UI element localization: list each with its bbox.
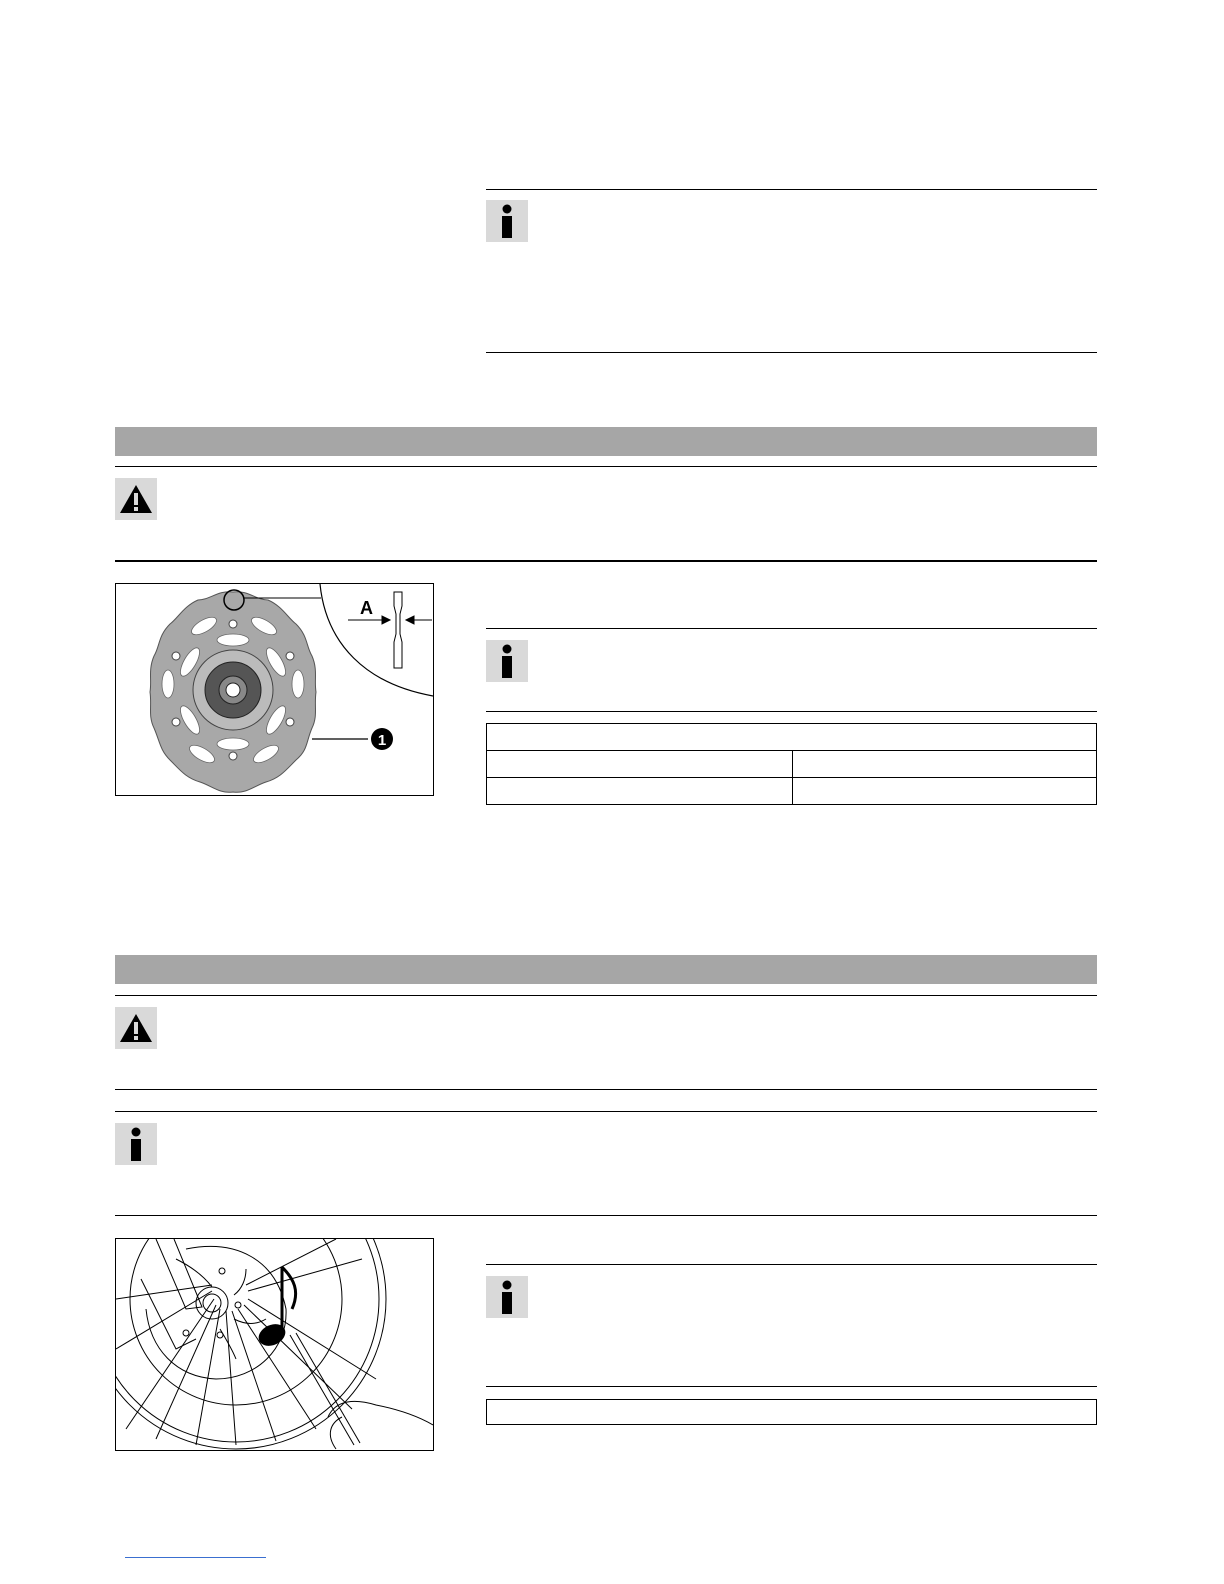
note-rule-top	[486, 189, 1097, 190]
wheel-check-graphic	[116, 1239, 433, 1450]
table-cell	[793, 751, 1097, 778]
brake-disc-graphic	[150, 592, 316, 793]
table-cell	[793, 778, 1097, 805]
warning-icon	[115, 1007, 157, 1049]
table-row	[487, 724, 1097, 751]
warning-rule-bottom	[115, 560, 1097, 562]
brake-disc-figure	[115, 583, 434, 796]
note-rule-top	[486, 628, 1097, 629]
table-cell	[487, 724, 1097, 751]
table-row	[487, 751, 1097, 778]
section-header-band	[115, 427, 1097, 456]
table-cell	[487, 751, 793, 778]
specification-table	[486, 723, 1097, 805]
callout-number-1: 1	[377, 732, 387, 749]
note-rule-bottom	[486, 1386, 1097, 1387]
warning-rule-top	[115, 466, 1097, 467]
table-cell	[487, 778, 793, 805]
info-icon	[115, 1123, 157, 1165]
info-icon	[486, 1276, 528, 1318]
callout-label-a: A	[360, 598, 373, 618]
table-row	[487, 778, 1097, 805]
warning-icon	[115, 478, 157, 520]
info-icon	[486, 640, 528, 682]
brake-noise-check-figure	[115, 1238, 434, 1451]
note-rule-bottom	[486, 711, 1097, 712]
warning-rule-bottom	[115, 1089, 1097, 1090]
note-rule-top	[115, 1111, 1097, 1112]
note-rule-bottom	[486, 352, 1097, 353]
reference-box	[486, 1399, 1097, 1425]
note-rule-top	[486, 1264, 1097, 1265]
warning-rule-top	[115, 995, 1097, 996]
note-rule-bottom	[115, 1215, 1097, 1216]
footer-link[interactable]	[125, 1557, 266, 1558]
section-header-band	[115, 955, 1097, 984]
info-icon	[486, 200, 528, 242]
